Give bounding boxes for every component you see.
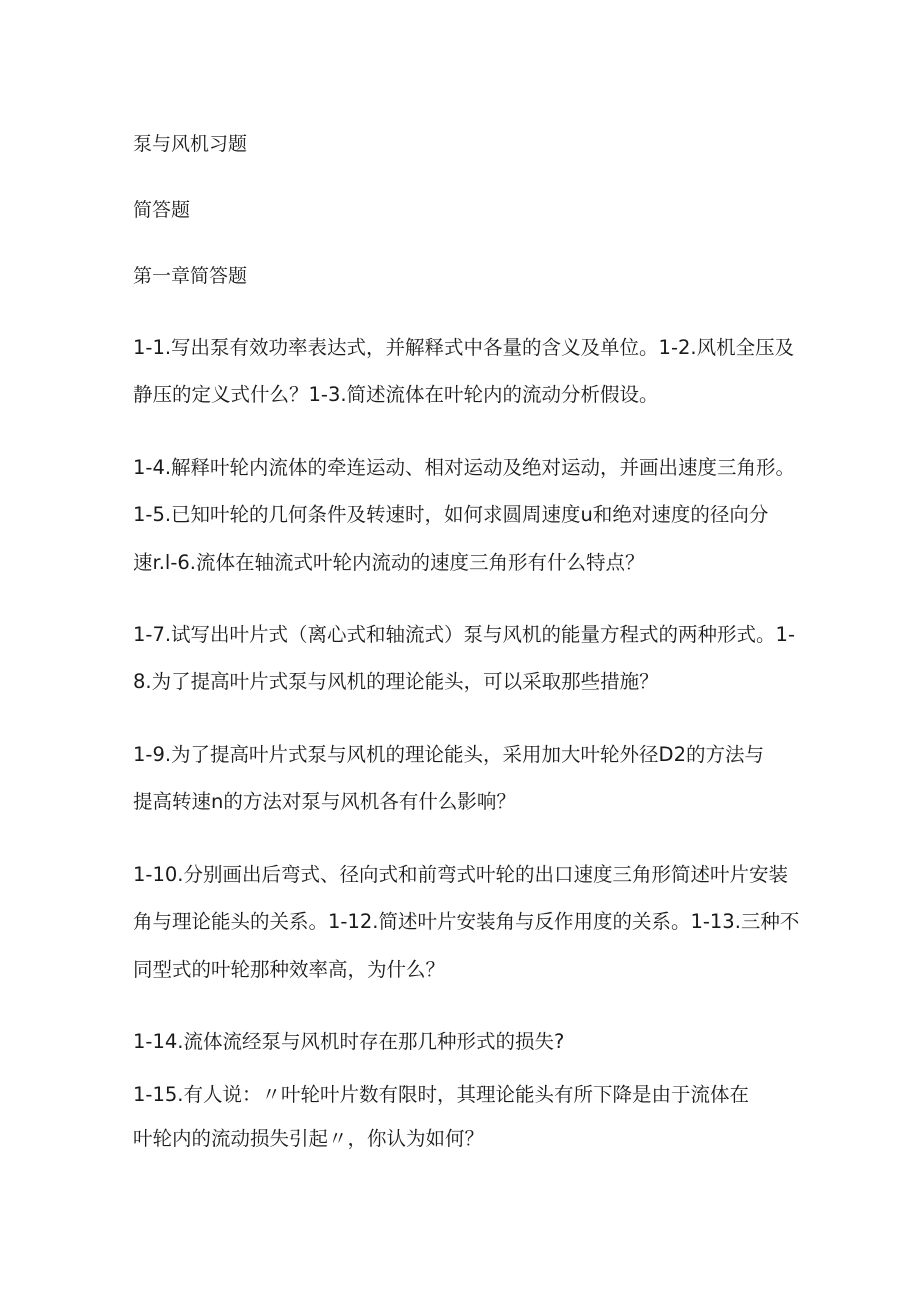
text-line: 8.为了提高叶片式泵与风机的理论能头，可以采取那些措施？ — [133, 670, 659, 693]
text-line: 1-1.写出泵有效功率表达式，并解释式中各量的含义及单位。1-2.风机全压及 — [133, 336, 795, 359]
text-line: 1-7.试写出叶片式（离心式和轴流式）泵与风机的能量方程式的两种形式。1- — [133, 623, 795, 646]
text-line: 1-10.分别画出后弯式、径向式和前弯式叶轮的出口速度三角形简述叶片安装 — [133, 863, 788, 886]
text-line: 1-15.有人说：〃叶轮叶片数有限时，其理论能头有所下降是由于流体在 — [133, 1083, 749, 1106]
text-line: 提高转速n的方法对泵与风机各有什么影响？ — [133, 790, 516, 813]
text-line: 速r.l-6.流体在轴流式叶轮内流动的速度三角形有什么特点？ — [133, 551, 645, 574]
document-title: 泵与风机习题 — [133, 133, 248, 155]
text-line: 1-5.已知叶轮的几何条件及转速时，如何求圆周速度u和绝对速度的径向分 — [133, 503, 769, 526]
chapter-heading: 第一章简答题 — [133, 265, 248, 287]
section-heading: 简答题 — [133, 199, 191, 221]
text-line: 1-4.解释叶轮内流体的牵连运动、相对运动及绝对运动，并画出速度三角形。 — [133, 456, 796, 479]
text-line: 静压的定义式什么？1-3.简述流体在叶轮内的流动分析假设。 — [133, 383, 659, 406]
text-line: 同型式的叶轮那种效率高，为什么？ — [133, 958, 446, 981]
text-line: 1-14.流体流经泵与风机时存在那几种形式的损失? — [133, 1030, 565, 1053]
text-line: 叶轮内的流动损失引起〃，你认为如何？ — [133, 1127, 485, 1150]
text-line: 角与理论能头的关系。1-12.简述叶片安装角与反作用度的关系。1-13.三种不 — [133, 910, 800, 933]
text-line: 1-9.为了提高叶片式泵与风机的理论能头，采用加大叶轮外径D2的方法与 — [133, 743, 764, 766]
